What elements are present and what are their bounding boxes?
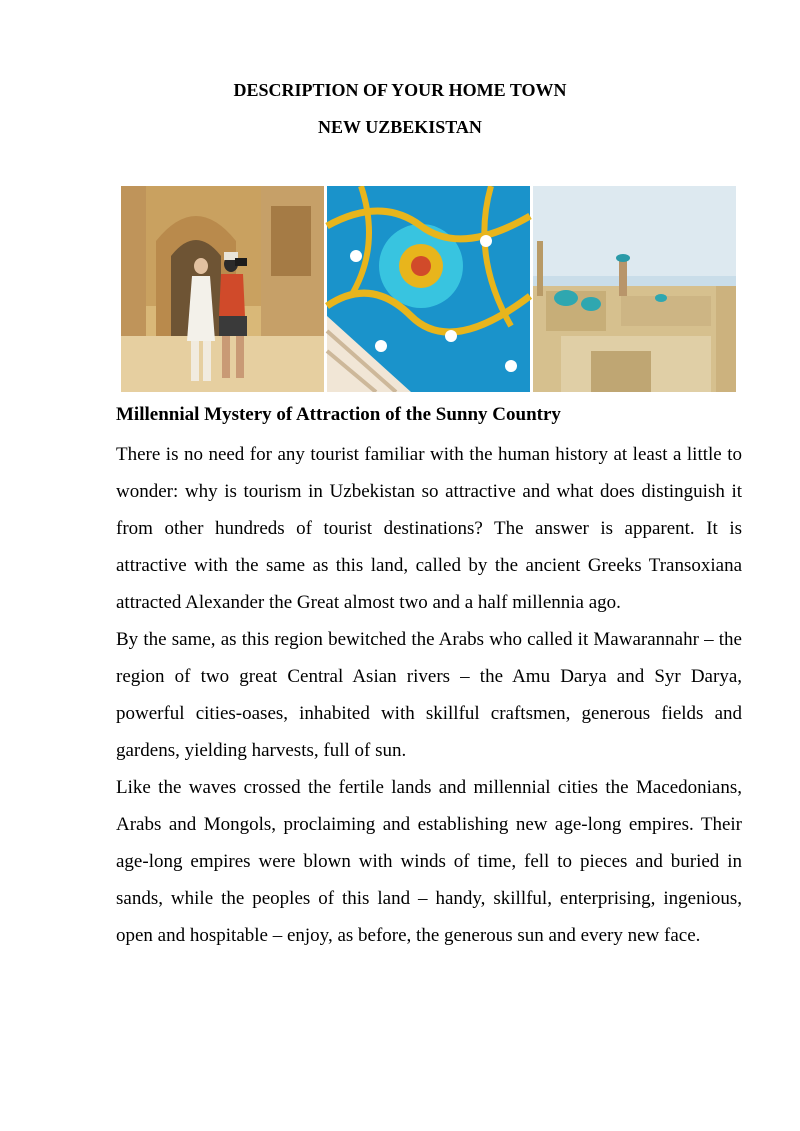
paragraph-1: There is no need for any tourist familiar with the human history at least a little to wonder: why is tourism in Uzbekistan so attractive and what does distinguish it from other hundreds of tourist destinations? The answer is apparent. It is attractive with the same as this land, called by the ancient Greeks Transoxiana attracted Alexander the Great almost two and a half millennia ago. <box>116 444 742 613</box>
paragraph-3: Like the waves crossed the fertile lands and millennial cities the Macedonians, Arabs and Mongols, proclaiming and establishing new age-long empires. Their age-long empires were blown with winds of time, fell to pieces and buried in sands, while the peoples of this land – handy, skillful, enterprising, ingenious, open and hospitable – enjoy, as before, the generous sun and every new face. <box>116 777 742 946</box>
body-text <box>116 436 742 954</box>
document-title: DESCRIPTION OF YOUR HOME TOWN <box>233 80 567 100</box>
old-city-photo <box>533 186 736 392</box>
paragraph-2: By the same, as this region bewitched the Arabs who called it Mawarannahr – the region of two great Central Asian rivers – the Amu Darya and Syr Darya, powerful cities-oases, inhabited with skillful craftsmen, generous fields and gardens, yielding harvests, full of sun. <box>116 629 742 761</box>
photo-collage <box>121 186 736 392</box>
tourists-arch-photo <box>121 186 324 392</box>
section-heading: Millennial Mystery of Attraction of the Sunny Country <box>116 404 561 425</box>
mosaic-tiles-photo <box>327 186 530 392</box>
document-subtitle: NEW UZBEKISTAN <box>318 117 482 137</box>
